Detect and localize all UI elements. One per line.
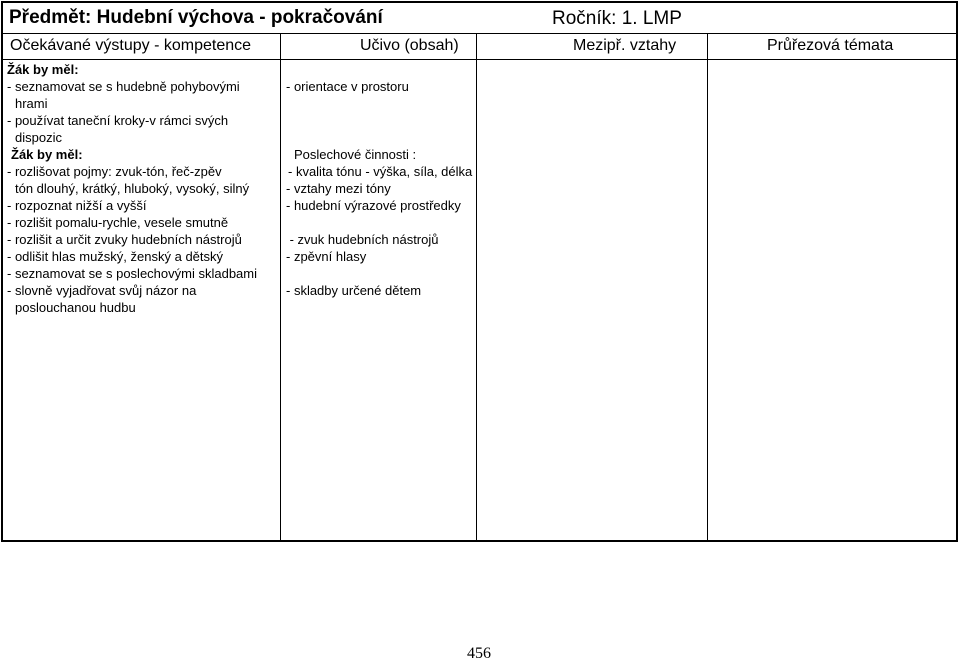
column-divider xyxy=(280,34,281,540)
curriculum-line xyxy=(286,214,472,231)
curriculum-line xyxy=(286,299,472,316)
curriculum-line: - kvalita tónu - výška, síla, délka xyxy=(288,164,473,179)
outcome-line: - slovně vyjadřovat svůj názor na xyxy=(7,283,197,298)
curriculum-line: - orientace v prostoru xyxy=(286,79,409,94)
header-cross-curricular-topics: Průřezová témata xyxy=(767,37,894,54)
curriculum-line: - skladby určené dětem xyxy=(286,283,422,298)
header-cross-subject-relations: Mezipř. vztahy xyxy=(573,37,677,54)
outcome-line: - odlišit hlas mužský, ženský a dětský xyxy=(7,249,224,264)
outcome-line: - seznamovat se s poslechovými skladbami xyxy=(7,266,257,281)
outcomes-column xyxy=(7,61,257,316)
column-header-row xyxy=(3,34,956,60)
outcome-line: tón dlouhý, krátký, hluboký, vysoký, silný xyxy=(15,181,250,196)
outcome-line: Žák by měl: xyxy=(11,147,83,162)
curriculum-table xyxy=(1,1,958,542)
curriculum-line: - zpěvní hlasy xyxy=(286,249,367,264)
outcome-line: hrami xyxy=(15,96,48,111)
title-row xyxy=(3,3,956,34)
outcome-line: poslouchanou hudbu xyxy=(15,300,136,315)
outcome-line: - rozlišovat pojmy: zvuk-tón, řeč-zpěv xyxy=(7,164,222,179)
outcome-line: - používat taneční kroky-v rámci svých xyxy=(7,113,229,128)
column-divider xyxy=(476,34,477,540)
curriculum-line xyxy=(286,61,472,78)
grade-label: Ročník: 1. LMP xyxy=(552,8,682,29)
curriculum-line: - hudební výrazové prostředky xyxy=(286,198,461,213)
outcome-line: - rozlišit a určit zvuky hudebních nástrojů xyxy=(7,232,242,247)
header-expected-outcomes: Očekávané výstupy - kompetence xyxy=(10,37,252,54)
curriculum-line: - zvuk hudebních nástrojů xyxy=(286,232,439,247)
column-divider xyxy=(707,34,708,540)
page-number: 456 xyxy=(467,645,491,662)
subject-title: Předmět: Hudební výchova - pokračování xyxy=(9,7,383,28)
outcome-line: dispozic xyxy=(15,130,62,145)
curriculum-line xyxy=(286,95,472,112)
curriculum-line xyxy=(286,265,472,282)
curriculum-line xyxy=(286,129,472,146)
curriculum-column xyxy=(286,61,472,316)
curriculum-line xyxy=(286,112,472,129)
outcome-line: - seznamovat se s hudebně pohybovými xyxy=(7,79,240,94)
header-curriculum: Učivo (obsah) xyxy=(360,37,459,54)
outcome-line: Žák by měl: xyxy=(7,62,79,77)
curriculum-line: - vztahy mezi tóny xyxy=(286,181,391,196)
outcome-line: - rozpoznat nižší a vyšší xyxy=(7,198,147,213)
curriculum-line: Poslechové činnosti : xyxy=(294,147,417,162)
outcome-line: - rozlišit pomalu-rychle, vesele smutně xyxy=(7,215,229,230)
